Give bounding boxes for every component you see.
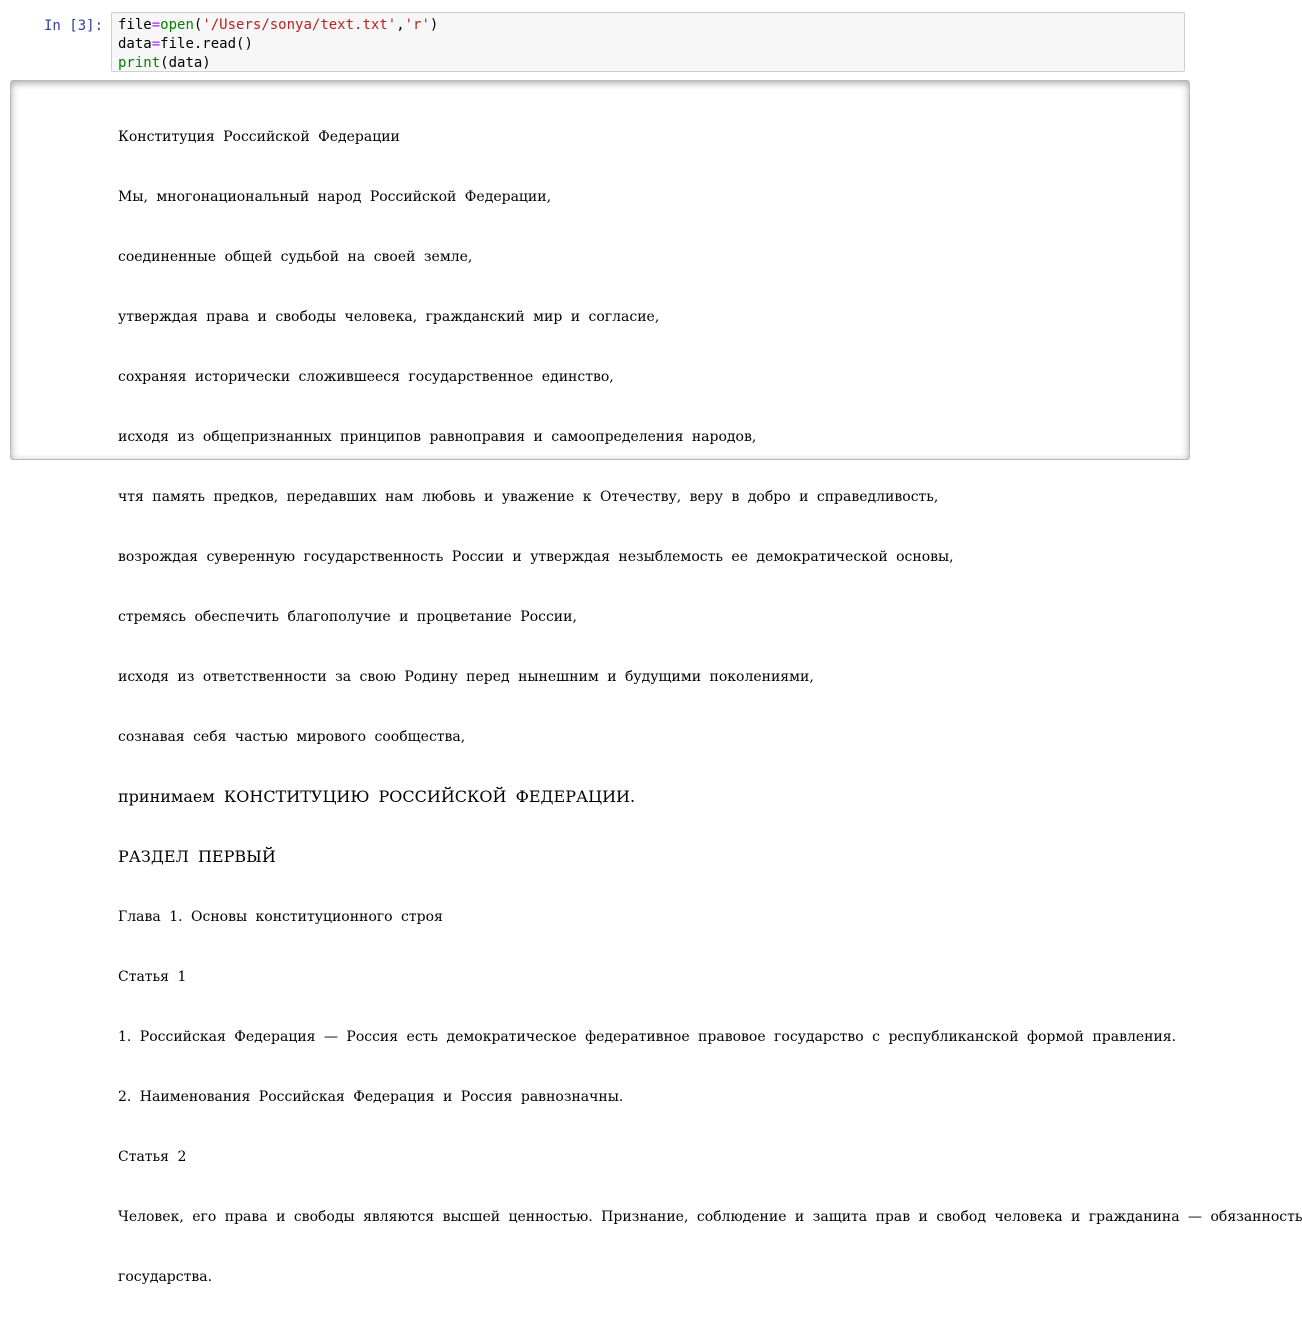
code-line [118,16,1178,35]
output-line: принимаем КОНСТИТУЦИЮ РОССИЙСКОЙ ФЕДЕРАЦИИ. [118,787,636,806]
output-line: стремясь обеспечить благополучие и процветание России, [118,609,577,625]
code-operator: = [151,17,161,33]
input-prompt: In [3]: [44,18,104,34]
output-line: 2. Наименования Российская Федерация и Россия равнозначны. [118,1089,624,1105]
code-comma: , [396,17,405,33]
code-variable: file [118,17,152,33]
output-line: РАЗДЕЛ ПЕРВЫЙ [118,847,276,866]
output-line: сохраняя исторически сложившееся государственное единство, [118,369,614,385]
output-line: Статья 1 [118,969,187,985]
output-line: Конституция Российской Федерации [118,129,400,145]
code-editor[interactable] [111,12,1185,72]
output-text [118,87,1302,1327]
output-line: Статья 2 [118,1149,187,1165]
code-operator: = [151,36,161,52]
output-line: чтя память предков, передавших нам любовь и уважение к Отечеству, веру в добро и справедливость, [118,489,939,505]
output-line: возрождая суверенную государственность России и утверждая незыблемость ее демократической основы, [118,549,954,565]
code-paren: ) [429,17,439,33]
output-line: соединенные общей судьбой на своей земле, [118,249,473,265]
code-expression: file.read() [160,36,253,52]
output-line: Глава 1. Основы конституционного строя [118,909,443,925]
code-line [118,35,1178,54]
code-expression: (data) [160,55,211,71]
code-paren: ( [193,17,203,33]
code-builtin: print [118,55,161,71]
output-line: исходя из общепризнанных принципов равноправия и самоопределения народов, [118,429,757,445]
output-line: Человек, его права и свободы являются высшей ценностью. Признание, соблюдение и защита прав и свобод человека и гражданина — обязанность [118,1209,1302,1225]
output-line: Мы, многонациональный народ Российской Федерации, [118,189,552,205]
code-string: 'r' [404,17,430,33]
output-line: государства. [118,1269,213,1285]
code-variable: data [118,36,152,52]
code-string: '/Users/sonya/text.txt' [202,17,397,33]
output-line: 1. Российская Федерация — Россия есть демократическое федеративное правовое государство с республиканской формой правления. [118,1029,1177,1045]
output-area[interactable] [10,80,1302,1285]
output-line: исходя из ответственности за свою Родину перед нынешним и будущими поколениями, [118,669,814,685]
output-line: утверждая права и свободы человека, гражданский мир и согласие, [118,309,660,325]
code-builtin: open [160,17,194,33]
output-line: сознавая себя частью мирового сообщества, [118,729,466,745]
code-line [118,54,1178,73]
